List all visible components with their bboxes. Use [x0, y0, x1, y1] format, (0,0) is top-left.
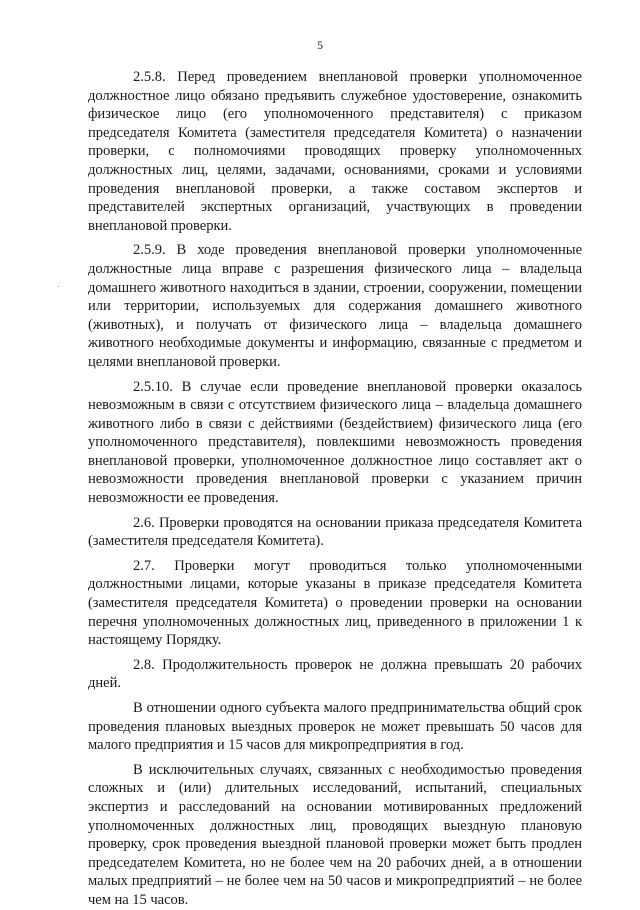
paragraph-2-5-10: 2.5.10. В случае если проведение внеплановой проверки оказалось невозможным в связи с отсутствием физического лица – владельца домашнего животного либо в связи с действиями (бездействием) физического лица (его уполномоченного представителя), повлекшими невозможность проведения внеплановой проверки, уполномоченное должностное лицо составляет акт о невозможности проведения внеплановой проверки с указанием причин невозможности ее проведения. — [88, 378, 582, 507]
document-body — [88, 68, 582, 910]
page-number: 5 — [317, 38, 323, 52]
paragraph-2-7: 2.7. Проверки могут проводиться только уполномоченными должностными лицами, которые указаны в приказе председателя Комитета (заместителя председателя Комитета) о проведении проверки на основании перечня уполномоченных должностных лиц, приведенного в приложении 1 к настоящему Порядку. — [88, 557, 582, 649]
paragraph-2-5-8: 2.5.8. Перед проведением внеплановой проверки уполномоченное должностное лицо обязано предъявить служебное удостоверение, ознакомить физическое лицо (его уполномоченного представителя) с приказом председателя Комитета (заместителя председателя Комитета) о назначении проверки, с полномочиями проводящих проверку уполномоченных должностных лиц, целями, задачами, основаниями, сроками и условиями проведения внеплановой проверки, а также составом экспертов и представителей экспертных организаций, участвующих в проведении внеплановой проверки. — [88, 69, 582, 234]
paragraph-2-5-9: 2.5.9. В ходе проведения внеплановой проверки уполномоченные должностные лица вправе с разрешения физического лица – владельца домашнего животного находиться в здании, строении, сооружении, помещении или территории, используемых для содержания домашнего животного (животных), и получать от физического лица – владельца домашнего животного необходимые документы и информацию, связанные с предметом и целями внеплановой проверки. — [88, 242, 582, 370]
paragraph-exceptional-cases: В исключительных случаях, связанных с необходимостью проведения сложных и (или) длительных исследований, испытаний, специальных экспертиз и расследований на основании мотивированных предложений уполномоченных должностных лиц, проводящих выездную плановую проверку, срок проведения выездной плановой проверки может быть продлен председателем Комитета, но не более чем на 20 рабочих дней, а в отношении малых предприятий – не более чем на 50 часов и микропредприятий – не более чем на 15 часов. — [88, 761, 582, 908]
paragraph-2-6: 2.6. Проверки проводятся на основании приказа председателя Комитета (заместителя председателя Комитета). — [88, 514, 582, 550]
paragraph-2-8: 2.8. Продолжительность проверок не должна превышать 20 рабочих дней. — [88, 656, 582, 692]
margin-mark — [58, 286, 59, 287]
paragraph-small-business-limit: В отношении одного субъекта малого предпринимательства общий срок проведения плановых выездных проверок не может превышать 50 часов для малого предприятия и 15 часов для микропредприятия в год. — [88, 700, 582, 754]
